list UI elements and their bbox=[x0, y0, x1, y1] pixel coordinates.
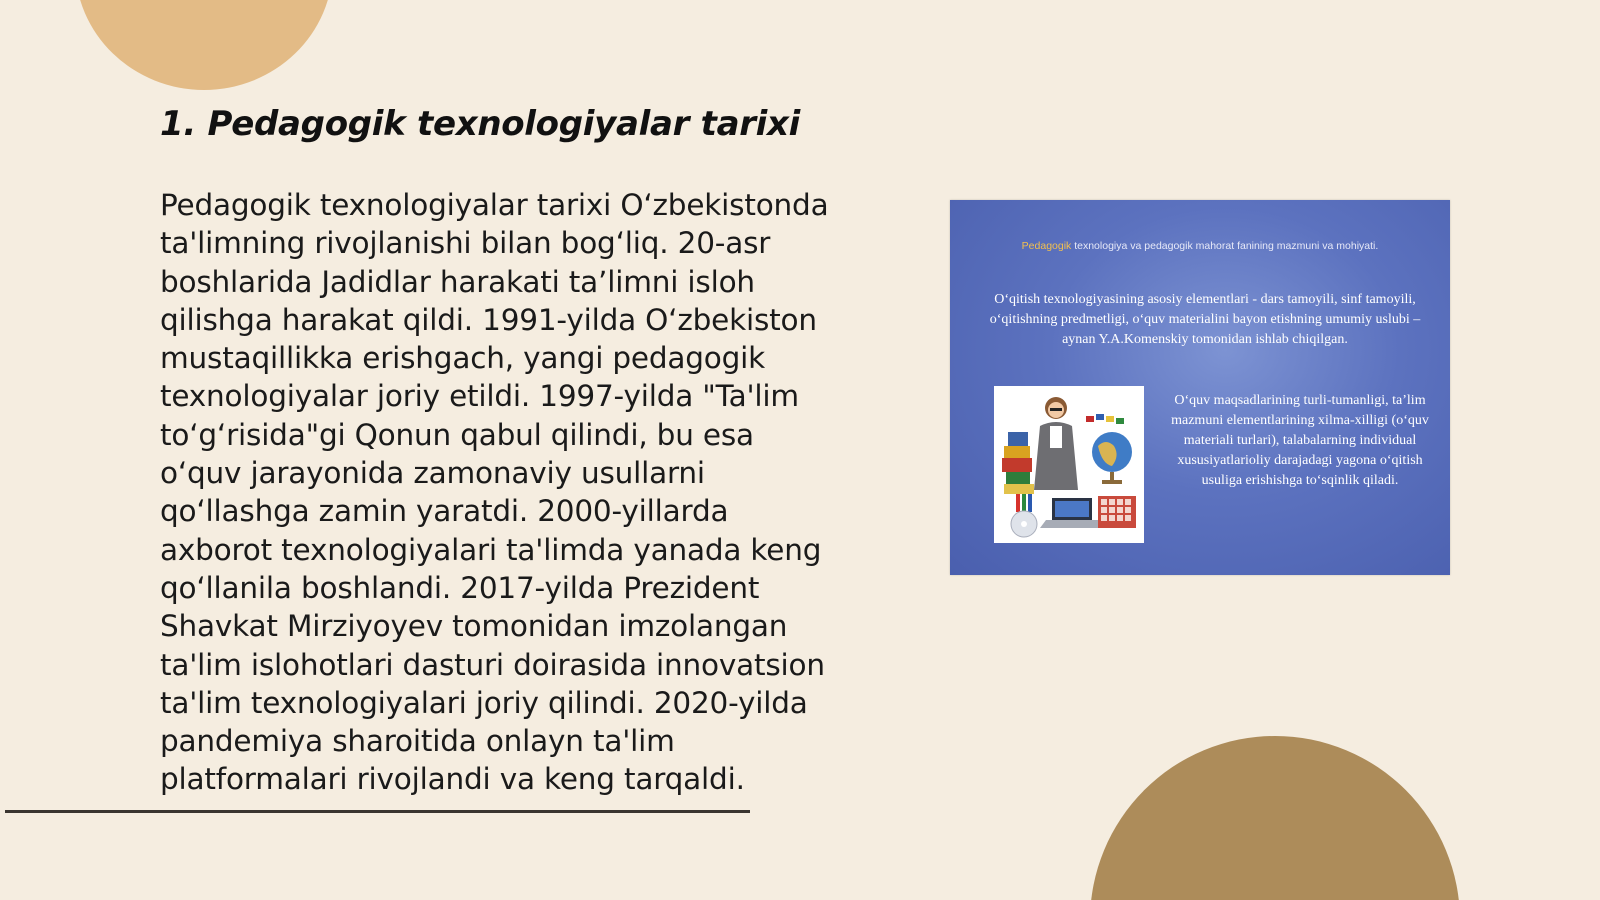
slide-title: 1. Pedagogik texnologiyalar tarixi bbox=[160, 104, 801, 144]
decorative-circle-bottom bbox=[1090, 736, 1460, 900]
divider-line bbox=[5, 810, 750, 813]
embedded-slide-heading bbox=[950, 240, 1450, 252]
slide-body-text: Pedagogik texnologiyalar tarixi O‘zbekistonda ta'limning rivojlanishi bilan bog‘liq. 20-asr boshlarida Jadidlar harakati ta’limni isloh qilishga harakat qildi. 1991-yilda O‘zbekiston mustaqillikka erishgach, yangi pedagogik texnologiyalar joriy etildi. 1997-yilda "Ta'lim to‘g‘risida"gi Qonun qabul qilindi, bu esa o‘quv jarayonida zamonaviy usullarni qo‘llashga zamin yaratdi. 2000-yillarda axborot texnologiyalari ta'limda yanada keng qo‘llanila boshlandi. 2017-yilda Prezident Shavkat Mirziyoyev tomonidan imzolangan ta'lim islohotlari dasturi doirasida innovatsion ta'lim texnologiyalari joriy qilindi. 2020-yilda pandemiya sharoitida onlayn ta'lim platformalari rivojlandi va keng tarqaldi. bbox=[160, 188, 829, 797]
teacher-illustration bbox=[994, 386, 1144, 543]
embedded-paragraph-1: O‘qitish texnologiyasining asosiy elementlari - dars tamoyili, sinf tamoyili, o‘qitishning predmetligi, o‘quv materialini bayon etishning umumiy uslubi – aynan Y.A.Komenskiy tomonidan ishlab chiqilgan. bbox=[989, 292, 1421, 347]
decorative-circle-top bbox=[75, 0, 333, 90]
teacher-illustration-graphic bbox=[994, 386, 1144, 543]
embedded-paragraph-2: O‘quv maqsadlarining turli-tumanligi, ta’lim mazmuni elementlarining xilma-xilligi (o‘quv materiali turlari), talabalarning individual xususiyatlarioliy darajadagi yagona o‘qitish usuliga erishishga to‘sqinlik qiladi. bbox=[1171, 393, 1429, 488]
embedded-slide-image bbox=[950, 200, 1450, 575]
embedded-heading-rest: texnologiya va pedagogik mahorat fanining mazmuni va mohiyati. bbox=[1071, 240, 1379, 252]
embedded-heading-accent: Pedagogik bbox=[1021, 240, 1072, 252]
